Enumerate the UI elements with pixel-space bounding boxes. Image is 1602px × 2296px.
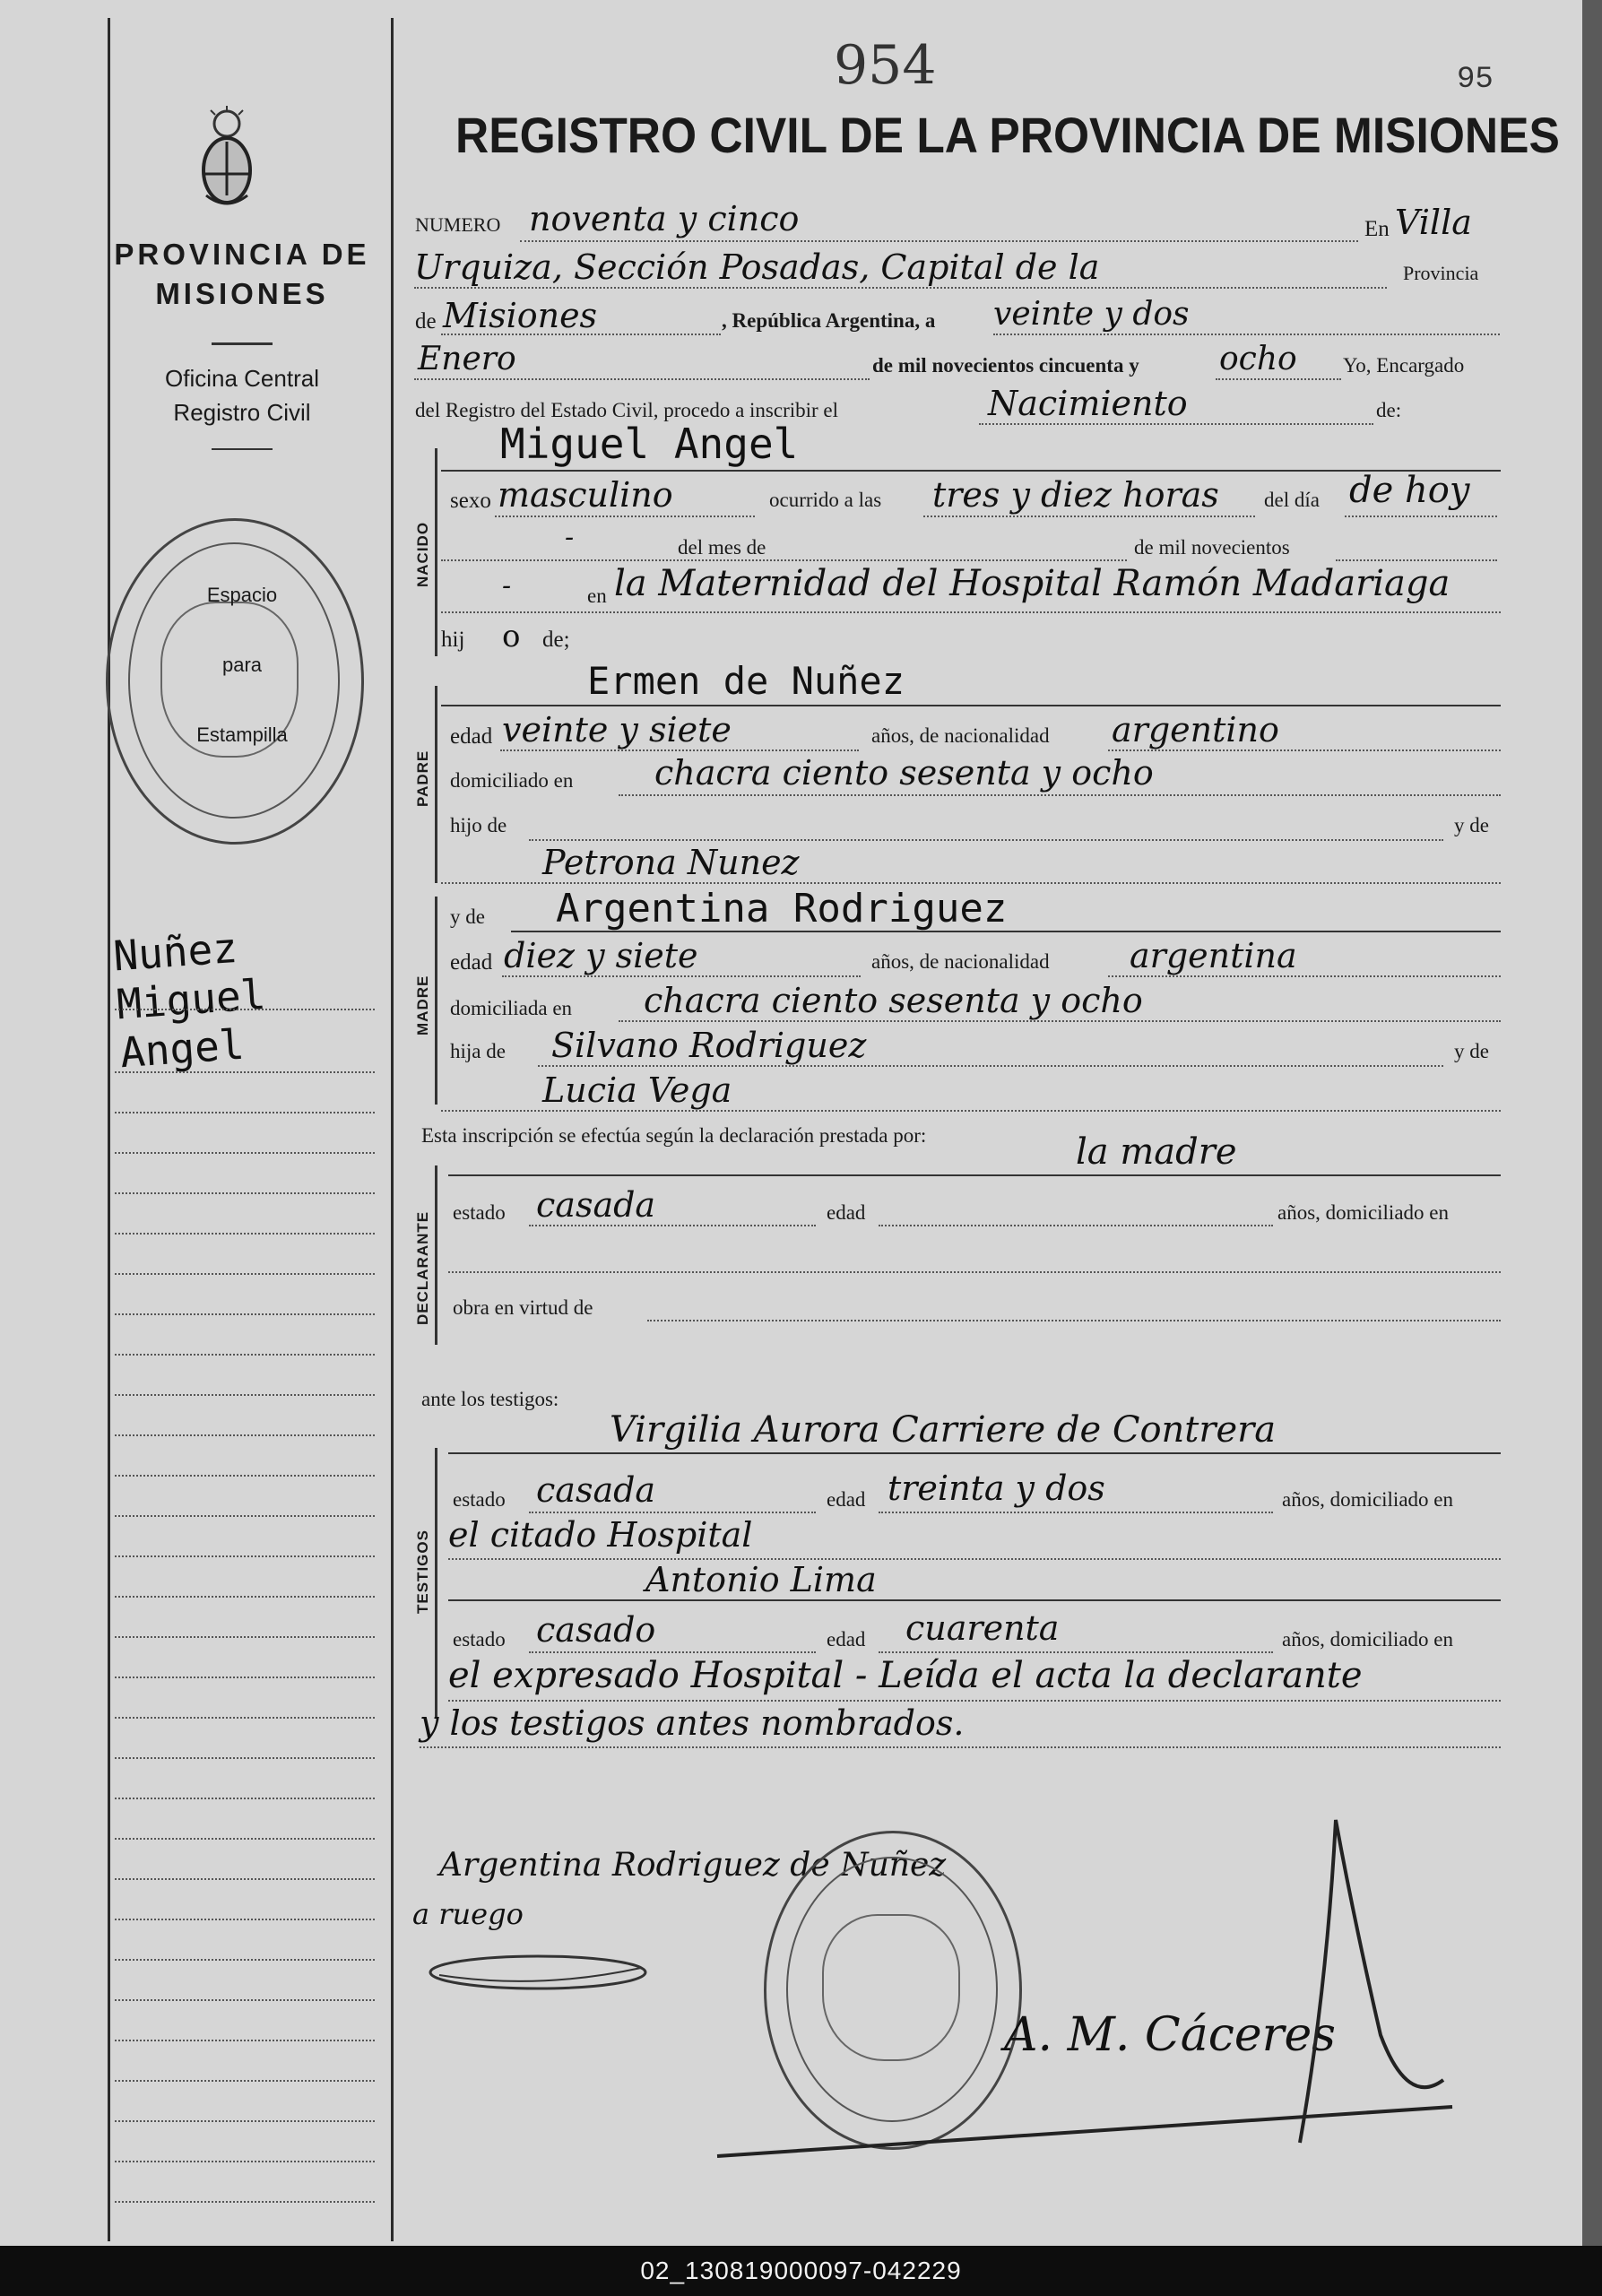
- section-bracket-padre: [435, 686, 437, 883]
- province-name: PROVINCIA DE MISIONES: [114, 238, 370, 310]
- entry-madre-padre: Silvano Rodriguez: [551, 1026, 867, 1065]
- entry-sexo: masculino: [498, 475, 673, 515]
- entry-testigo-2: Antonio Lima: [645, 1560, 877, 1599]
- entry-anio: ocho: [1219, 341, 1297, 377]
- label-yo-encargado: Yo, Encargado: [1343, 354, 1465, 377]
- entry-t2-edad: cuarenta: [905, 1608, 1060, 1648]
- label-y-de-madre: y de: [450, 905, 485, 928]
- entry-t1-edad: treinta y dos: [888, 1469, 1105, 1508]
- page-title: REGISTRO CIVIL DE LA PROVINCIA DE MISIONES: [455, 107, 1560, 163]
- entry-dash-1: -: [565, 522, 575, 553]
- label-y-de-padre: y de: [1454, 814, 1489, 836]
- label-anios-nac-padre: años, de nacionalidad: [871, 724, 1050, 747]
- entry-cierre: y los testigos antes nombrados.: [420, 1703, 965, 1743]
- label-estado-t2: estado: [453, 1628, 506, 1651]
- entry-acto: Nacimiento: [988, 384, 1188, 423]
- section-label-testigos: TESTIGOS: [414, 1529, 431, 1614]
- entry-hijo-vocal: o: [502, 619, 521, 654]
- entry-madre-dom: chacra ciento sesenta y ocho: [644, 981, 1143, 1020]
- label-de: de: [415, 309, 437, 334]
- section-label-madre: MADRE: [414, 975, 431, 1035]
- label-en: En: [1364, 217, 1390, 241]
- label-hija-de: hija de: [450, 1040, 506, 1062]
- page-number: 95: [1457, 63, 1494, 97]
- label-de-semicolon: de;: [542, 628, 570, 652]
- label-anios-nac-madre: años, de nacionalidad: [871, 950, 1050, 973]
- entry-dash-2: -: [502, 570, 512, 602]
- entry-fecha-dia: veinte y dos: [993, 296, 1190, 333]
- stamp-placeholder: Espacio para Estampilla: [196, 584, 288, 746]
- office-name: Oficina Central Registro Civil: [165, 365, 319, 426]
- signature-a-ruego: a ruego: [412, 1897, 524, 1931]
- page-edge: [1582, 0, 1602, 2246]
- divider: [212, 448, 273, 450]
- section-bracket-declarante: [435, 1165, 437, 1345]
- label-anios-dom-t2: años, domiciliado en: [1282, 1628, 1453, 1651]
- label-hij: hij: [441, 628, 465, 652]
- label-de-mil: de mil novecientos cincuenta y: [872, 354, 1139, 377]
- label-estado-t1: estado: [453, 1488, 506, 1511]
- entry-decl-estado: casada: [536, 1185, 656, 1225]
- entry-testigo-1: Virgilia Aurora Carriere de Contrera: [610, 1409, 1277, 1451]
- scan-id-footer: 02_130819000097-042229: [0, 2246, 1602, 2296]
- entry-madre-edad: diez y siete: [504, 936, 698, 975]
- entry-en: Villa: [1395, 203, 1472, 242]
- section-bracket-testigos: [435, 1448, 437, 1717]
- signature-flourish: [699, 1811, 1461, 2188]
- label-en-lower: en: [587, 585, 607, 607]
- entry-madre: Argentina Rodriguez: [556, 886, 1008, 931]
- left-margin-line: [108, 18, 110, 2241]
- divider: [212, 342, 273, 345]
- entry-provincia: Misiones: [443, 296, 598, 335]
- label-de-mil-nov: de mil novecientos: [1134, 536, 1290, 559]
- label-domiciliada: domiciliada en: [450, 997, 573, 1019]
- entry-numero: noventa y cinco: [529, 199, 800, 238]
- label-obra: obra en virtud de: [453, 1296, 593, 1319]
- entry-hora: tres y diez horas: [932, 475, 1219, 515]
- entry-t2-estado: casado: [536, 1610, 656, 1650]
- label-hijo-de: hijo de: [450, 814, 507, 836]
- entry-declarante: la madre: [1076, 1131, 1237, 1173]
- entry-padre: Ermen de Nuñez: [587, 659, 905, 703]
- label-y-de-madre2: y de: [1454, 1040, 1489, 1062]
- label-estado-decl: estado: [453, 1201, 506, 1224]
- label-del-dia: del día: [1264, 489, 1320, 511]
- label-edad-padre: edad: [450, 724, 493, 749]
- section-bracket-nacido: [435, 448, 437, 656]
- entry-padre-edad: veinte y siete: [502, 710, 732, 749]
- label-ocurrido: ocurrido a las: [769, 489, 882, 511]
- signature-officer: A. M. Cáceres: [1004, 2008, 1336, 2062]
- label-ante-testigos: ante los testigos:: [421, 1388, 559, 1410]
- label-edad-t2: edad: [827, 1628, 866, 1651]
- margin-note: Nuñez Miguel Angel: [111, 923, 267, 1078]
- section-label-nacido: NACIDO: [414, 521, 431, 587]
- label-edad-madre: edad: [450, 950, 493, 975]
- label-del-mes: del mes de: [678, 536, 766, 559]
- label-anios-dom-decl: años, domiciliado en: [1277, 1201, 1449, 1224]
- center-divider-line: [391, 18, 394, 2241]
- entry-madre-madre: Lucia Vega: [542, 1070, 732, 1110]
- entry-lugar: la Maternidad del Hospital Ramón Madariaga: [614, 563, 1450, 604]
- label-del-registro: del Registro del Estado Civil, procedo a inscribir el: [415, 399, 839, 421]
- label-domiciliado-padre: domiciliado en: [450, 769, 574, 792]
- label-numero: NUMERO: [415, 213, 501, 236]
- section-label-padre: PADRE: [414, 749, 431, 807]
- entry-mes: Enero: [418, 341, 516, 377]
- entry-t1-estado: casada: [536, 1470, 656, 1510]
- label-declaracion: Esta inscripción se efectúa según la declaración prestada por:: [421, 1124, 927, 1147]
- coat-of-arms-icon: [195, 106, 258, 212]
- label-edad-decl: edad: [827, 1201, 866, 1224]
- label-provincia: Provincia: [1403, 262, 1479, 284]
- label-de-colon: de:: [1376, 399, 1402, 421]
- section-label-declarante: DECLARANTE: [414, 1210, 431, 1325]
- signature-scrawl: [421, 1941, 654, 2004]
- entry-t2-dom: el expresado Hospital - Leída el acta la declarante: [448, 1655, 1363, 1696]
- entry-padre-dom: chacra ciento sesenta y ocho: [654, 753, 1154, 793]
- entry-place-line: Urquiza, Sección Posadas, Capital de la: [414, 247, 1100, 287]
- entry-madre-nac: argentina: [1130, 936, 1297, 975]
- section-bracket-madre: [435, 897, 437, 1105]
- label-edad-t1: edad: [827, 1488, 866, 1511]
- entry-padre-madre: Petrona Nunez: [542, 843, 800, 882]
- entry-nombre: Miguel Angel: [500, 420, 799, 468]
- label-sexo: sexo: [450, 489, 491, 513]
- label-anios-dom-t1: años, domiciliado en: [1282, 1488, 1453, 1511]
- signature-declarante: Argentina Rodriguez de Nuñez: [439, 1847, 947, 1884]
- entry-dia: de hoy: [1349, 470, 1470, 511]
- label-republica: , República Argentina, a: [722, 309, 936, 332]
- entry-padre-nac: argentino: [1112, 710, 1279, 749]
- handwritten-page-number: 954: [834, 34, 937, 97]
- entry-t1-dom: el citado Hospital: [448, 1515, 753, 1555]
